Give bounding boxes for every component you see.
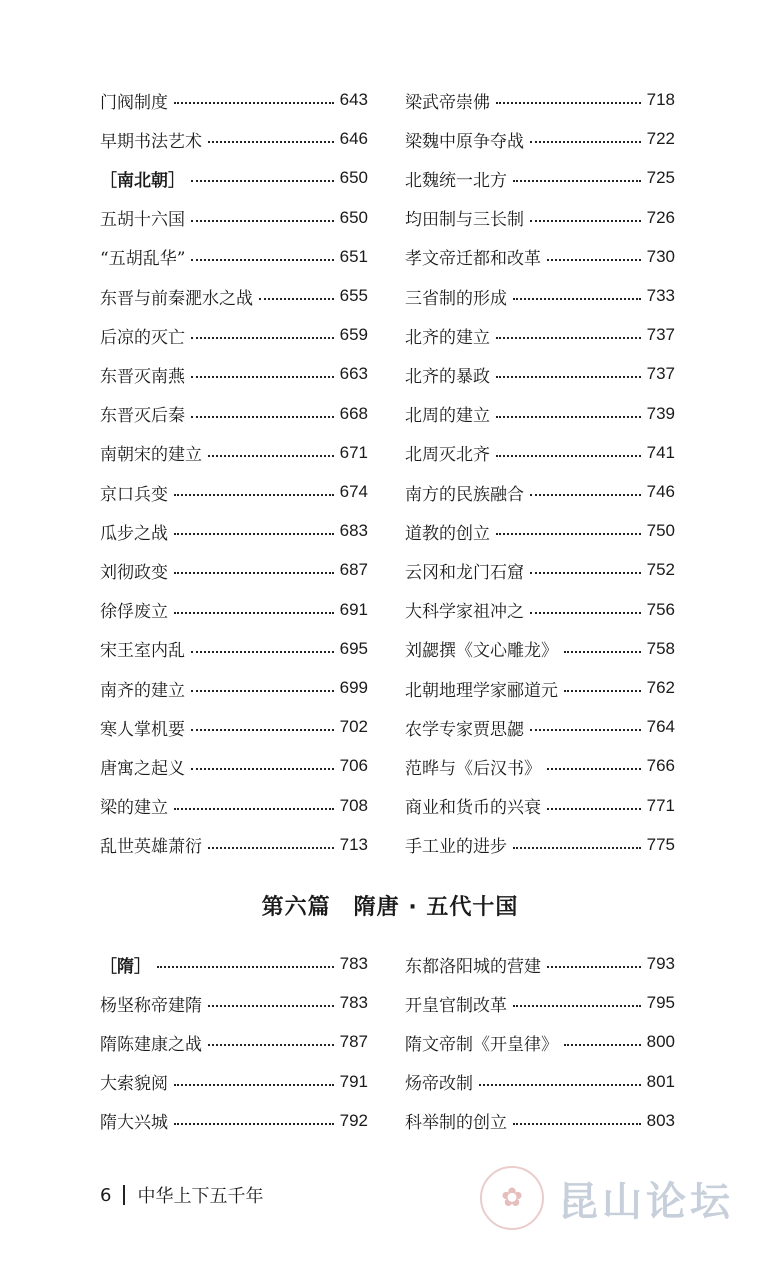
toc-entry-page: 730 (646, 246, 675, 266)
dot-leader (259, 298, 334, 300)
dot-leader (513, 298, 641, 300)
toc-entry-title: 五胡十六国 (100, 210, 185, 231)
toc-entry-title: 刘彻政变 (100, 562, 168, 583)
toc-entry (100, 752, 368, 780)
toc-entry (100, 950, 368, 978)
toc-entry-page: 691 (339, 599, 368, 619)
dot-leader (530, 729, 641, 731)
toc-entry-title: 三省制的形成 (405, 288, 507, 309)
toc-entry-page: 800 (646, 1032, 675, 1052)
toc-entry (405, 674, 675, 702)
toc-entry (405, 596, 675, 624)
toc-entry-page: 741 (646, 442, 675, 462)
toc-entry (100, 556, 368, 584)
toc-entry (100, 321, 368, 349)
toc-entry (100, 1107, 368, 1135)
toc-entry (100, 243, 368, 271)
dot-leader (191, 337, 334, 339)
dot-leader (530, 141, 641, 143)
toc-entry-page: 713 (339, 834, 368, 854)
toc-entry (100, 596, 368, 624)
dot-leader (191, 259, 333, 261)
watermark-text: 昆山论坛 (558, 1178, 734, 1225)
toc-entry-page: 756 (646, 599, 675, 619)
toc-entry-title: 大索貌阅 (100, 1074, 168, 1095)
toc-entry-page: 706 (339, 756, 368, 776)
dot-leader (496, 533, 641, 535)
toc-entry (405, 950, 675, 978)
book-title: 中华上下五千年 (137, 1186, 264, 1207)
dot-leader (530, 612, 641, 614)
toc-entry-title: 后凉的灭亡 (100, 327, 185, 348)
dot-leader (174, 1084, 334, 1086)
toc-entry (100, 713, 368, 741)
toc-entry-title: 科举制的创立 (405, 1113, 507, 1134)
dot-leader (174, 808, 334, 810)
toc-entry-title: 东晋与前秦淝水之战 (100, 288, 253, 309)
toc-entry-page: 791 (339, 1071, 368, 1091)
toc-entry-page: 671 (339, 442, 368, 462)
toc-entry-page: 764 (646, 717, 675, 737)
toc-entry (405, 792, 675, 820)
toc-entry-page: 762 (646, 678, 675, 697)
toc-entry-title: 宋王室内乱 (100, 641, 185, 662)
toc-entry (405, 635, 675, 663)
dot-leader (157, 966, 334, 968)
dot-leader (174, 1123, 334, 1125)
toc-entry-page: 702 (339, 717, 368, 737)
toc-entry-page: 737 (646, 364, 675, 384)
toc-entry-title: ［隋］ (100, 956, 151, 977)
toc-entry-title: 道教的创立 (405, 523, 490, 544)
toc-entry-title: 南方的民族融合 (405, 484, 524, 505)
toc-entry-page: 668 (339, 403, 368, 423)
toc-entry-title: 隋文帝制《开皇律》 (405, 1034, 558, 1055)
toc-entry-title: 北朝地理学家郦道元 (405, 680, 558, 701)
dot-leader (513, 180, 641, 182)
toc-entry-page: 699 (339, 678, 368, 697)
toc-entry-title: 北魏统一北方 (405, 170, 507, 191)
toc-entry (405, 282, 675, 310)
page-number: 6 (100, 1184, 112, 1206)
toc-entry-page: 663 (339, 364, 368, 384)
toc-entry-title: 梁魏中原争夺战 (405, 131, 524, 152)
toc-entry (405, 164, 675, 192)
dot-leader (513, 1123, 641, 1125)
toc-entry-title: 杨坚称帝建隋 (100, 995, 202, 1016)
dot-leader (547, 259, 641, 261)
toc-entry-page: 725 (646, 168, 675, 188)
dot-leader (174, 612, 334, 614)
dot-leader (191, 768, 334, 770)
dot-leader (564, 690, 641, 692)
toc-entry-title: 刘勰撰《文心雕龙》 (405, 641, 558, 662)
toc-entry-page: 737 (646, 325, 675, 345)
toc-entry-title: 均田制与三长制 (405, 210, 524, 231)
toc-entry-title: 乱世英雄萧衍 (100, 837, 202, 858)
toc-entry (405, 400, 675, 428)
toc-entry-title: 大科学家祖冲之 (405, 602, 524, 623)
toc-entry-page: 795 (646, 993, 675, 1013)
toc-entry-title: 早期书法艺术 (100, 131, 202, 152)
watermark (480, 1160, 770, 1236)
toc-entry-title: 寒人掌机要 (100, 719, 185, 740)
toc-entry-page: 750 (646, 521, 675, 541)
toc-entry-page: 643 (339, 90, 368, 109)
dot-leader (174, 494, 334, 496)
toc-entry-page: 722 (646, 129, 675, 149)
toc-entry (405, 439, 675, 467)
dot-leader (496, 337, 641, 339)
toc-entry (100, 360, 368, 388)
toc-entry (100, 204, 368, 232)
watermark-seal-icon: ✿ (480, 1166, 544, 1230)
toc-entry-page: 739 (646, 403, 675, 423)
toc-entry (405, 86, 675, 114)
toc-entry-page: 746 (646, 482, 675, 501)
toc-entry-page: 733 (646, 286, 675, 305)
toc-entry-title: 隋陈建康之战 (100, 1034, 202, 1055)
toc-entry-title: 北齐的暴政 (405, 366, 490, 387)
toc-entry (100, 282, 368, 310)
toc-entry (405, 713, 675, 741)
toc-entry (405, 1107, 675, 1135)
toc-entry-page: 687 (339, 560, 368, 580)
toc-entry-page: 771 (646, 795, 675, 815)
dot-leader (208, 141, 334, 143)
dot-leader (496, 416, 641, 418)
toc-entry-title: 开皇官制改革 (405, 995, 507, 1016)
dot-leader (191, 690, 334, 692)
toc-entry-title: 云冈和龙门石窟 (405, 562, 524, 583)
toc-entry (405, 125, 675, 153)
toc-entry-title: 东晋灭南燕 (100, 366, 185, 387)
toc-entry (405, 478, 675, 506)
toc-entry-page: 775 (646, 834, 675, 854)
toc-entry (100, 1068, 368, 1096)
toc-entry (100, 831, 368, 859)
dot-leader (547, 966, 641, 968)
toc-entry-page: 726 (646, 207, 675, 227)
toc-entry-page: 655 (339, 286, 368, 305)
toc-entry (405, 989, 675, 1017)
dot-leader (208, 847, 334, 849)
toc-entry (100, 517, 368, 545)
toc-entry-page: 708 (339, 795, 368, 815)
toc-entry-page: 766 (646, 756, 675, 776)
dot-leader (564, 1044, 641, 1046)
toc-entry (100, 125, 368, 153)
toc-entry-page: 650 (339, 207, 368, 227)
dot-leader (496, 102, 641, 104)
toc-entry-title: 农学专家贾思勰 (405, 719, 524, 740)
toc-entry-title: 孝文帝迁都和改革 (405, 249, 541, 270)
dot-leader (530, 572, 641, 574)
toc-entry-title: 唐寓之起义 (100, 758, 185, 779)
toc-entry (405, 321, 675, 349)
toc-entry (405, 1028, 675, 1056)
toc-entry (405, 752, 675, 780)
toc-entry-page: 783 (339, 954, 368, 973)
dot-leader (191, 376, 334, 378)
toc-entry (100, 989, 368, 1017)
dot-leader (513, 847, 641, 849)
toc-entry-title: 门阀制度 (100, 92, 168, 113)
toc-entry (405, 360, 675, 388)
dot-leader (208, 1005, 334, 1007)
toc-entry (405, 243, 675, 271)
toc-entry-page: 803 (646, 1110, 675, 1130)
dot-leader (547, 808, 641, 810)
toc-entry (100, 478, 368, 506)
toc-entry-title: 梁的建立 (100, 798, 168, 819)
toc-entry-page: 650 (339, 168, 368, 188)
toc-entry-page: 695 (339, 638, 368, 658)
dot-leader (530, 220, 641, 222)
toc-entry-title: “五胡乱华” (100, 249, 186, 270)
footer-divider (123, 1185, 125, 1205)
toc-entry-title: 范晔与《后汉书》 (405, 758, 541, 779)
toc-entry-title: ［南北朝］ (100, 170, 185, 191)
dot-leader (479, 1084, 641, 1086)
dot-leader (191, 220, 334, 222)
toc-entry (100, 792, 368, 820)
dot-leader (208, 455, 334, 457)
toc-entry-title: 炀帝改制 (405, 1074, 473, 1095)
toc-entry-title: 瓜步之战 (100, 523, 168, 544)
dot-leader (208, 1044, 334, 1046)
dot-leader (191, 651, 334, 653)
dot-leader (191, 416, 334, 418)
toc-entry-page: 793 (646, 954, 675, 973)
toc-entry-title: 徐俘废立 (100, 602, 168, 623)
dot-leader (174, 533, 334, 535)
toc-entry-page: 718 (646, 90, 675, 109)
toc-entry (405, 517, 675, 545)
toc-entry-page: 787 (339, 1032, 368, 1052)
dot-leader (496, 376, 641, 378)
dot-leader (564, 651, 641, 653)
toc-entry-title: 北周的建立 (405, 406, 490, 427)
page-footer (100, 1182, 263, 1208)
dot-leader (496, 455, 641, 457)
toc-entry (405, 556, 675, 584)
toc-entry-page: 659 (339, 325, 368, 345)
dot-leader (191, 729, 334, 731)
toc-entry-page: 651 (339, 246, 368, 266)
toc-entry-title: 商业和货币的兴衰 (405, 798, 541, 819)
toc-entry-title: 京口兵变 (100, 484, 168, 505)
dot-leader (513, 1005, 641, 1007)
toc-entry-page: 792 (339, 1110, 368, 1130)
dot-leader (547, 768, 641, 770)
toc-entry-page: 646 (339, 129, 368, 149)
toc-entry-page: 683 (339, 521, 368, 541)
toc-entry-title: 手工业的进步 (405, 837, 507, 858)
toc-entry-page: 801 (646, 1071, 675, 1091)
toc-entry (100, 674, 368, 702)
toc-entry (100, 164, 368, 192)
toc-entry-title: 南齐的建立 (100, 680, 185, 701)
toc-entry (100, 635, 368, 663)
toc-entry-page: 783 (339, 993, 368, 1013)
toc-entry-title: 东晋灭后秦 (100, 406, 185, 427)
dot-leader (174, 102, 334, 104)
toc-entry (100, 1028, 368, 1056)
toc-entry (100, 400, 368, 428)
toc-entry-page: 752 (646, 560, 675, 580)
toc-entry-title: 东都洛阳城的营建 (405, 956, 541, 977)
toc-entry-title: 北周灭北齐 (405, 445, 490, 466)
dot-leader (530, 494, 641, 496)
toc-entry (405, 204, 675, 232)
part-heading: 第六篇 隋唐 · 五代十国 (261, 895, 519, 920)
toc-entry (100, 86, 368, 114)
toc-entry-title: 梁武帝崇佛 (405, 92, 490, 113)
toc-entry (405, 1068, 675, 1096)
dot-leader (191, 180, 334, 182)
toc-entry-title: 南朝宋的建立 (100, 445, 202, 466)
toc-entry-title: 隋大兴城 (100, 1113, 168, 1134)
dot-leader (174, 572, 334, 574)
toc-entry-page: 674 (339, 482, 368, 501)
toc-entry-page: 758 (646, 638, 675, 658)
toc-entry (100, 439, 368, 467)
toc-entry-title: 北齐的建立 (405, 327, 490, 348)
toc-entry (405, 831, 675, 859)
